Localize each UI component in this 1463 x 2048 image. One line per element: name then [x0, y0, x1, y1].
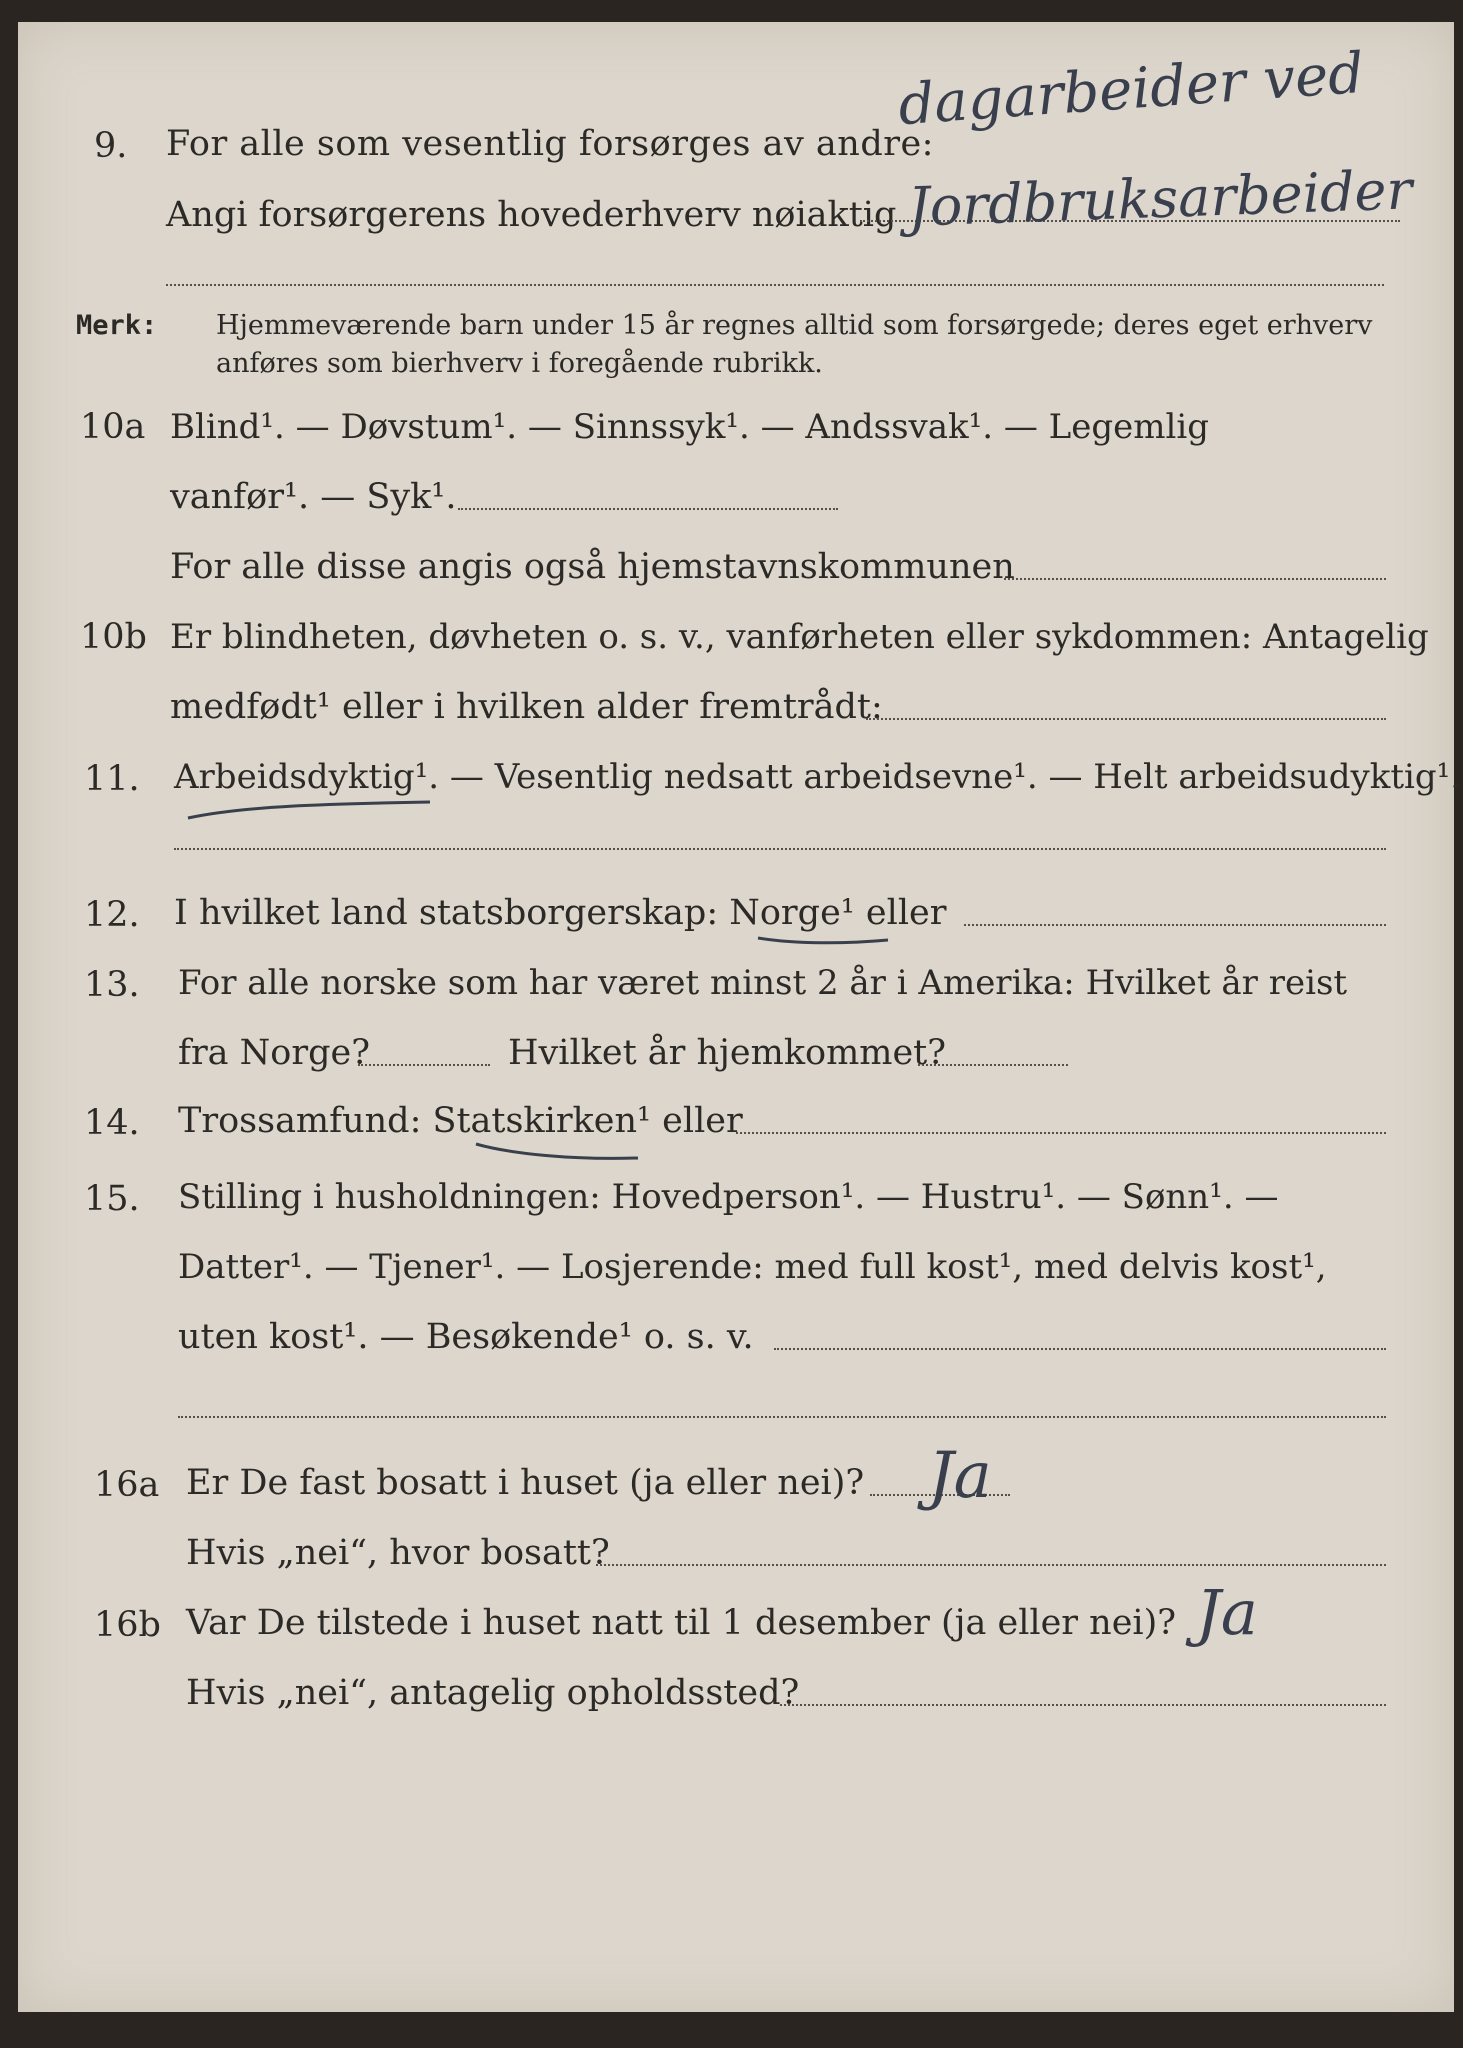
q15-line3: uten kost¹. — Besøkende¹ o. s. v. — [178, 1317, 754, 1357]
census-form-page — [18, 22, 1462, 2012]
q16b-number: 16b — [94, 1605, 161, 1645]
q13-number: 13. — [84, 965, 140, 1005]
q10a-line2: vanfør¹. — Syk¹. — [170, 477, 457, 517]
merk-line1: Hjemmeværende barn under 15 år regnes alltid som forsørgede; deres eget erhverv — [216, 310, 1373, 341]
q16a-number: 16a — [94, 1465, 160, 1505]
q12-number: 12. — [84, 895, 140, 935]
q10a-blank-1 — [458, 508, 838, 510]
q16b-handwritten-answer: Ja — [1196, 1576, 1258, 1649]
q16b-blank — [780, 1704, 1386, 1706]
q11-handwritten-underline — [184, 792, 434, 832]
q15-number: 15. — [84, 1179, 140, 1219]
q10b-number: 10b — [80, 617, 147, 657]
q16b-line2: Hvis „nei“, antagelig opholdssted? — [186, 1673, 800, 1713]
q11-line1: Arbeidsdyktig¹. — Vesentlig nedsatt arbeidsevne¹. — Helt arbeidsudyktig¹. — [174, 757, 1462, 797]
q13-line1: For alle norske som har været minst 2 år i Amerika: Hvilket år reist — [178, 963, 1348, 1003]
q10a-number: 10a — [80, 407, 146, 447]
q10a-line1: Blind¹. — Døvstum¹. — Sinnssyk¹. — Andssvak¹. — Legemlig — [170, 407, 1209, 447]
q11-number: 11. — [84, 759, 140, 799]
q10a-line3: For alle disse angis også hjemstavnskommunen — [170, 547, 1015, 587]
q13-blank-2 — [918, 1064, 1068, 1066]
q12-handwritten-underline — [754, 926, 894, 956]
q14-number: 14. — [84, 1103, 140, 1143]
q16a-blank-2 — [596, 1564, 1386, 1566]
merk-label: Merk: — [76, 310, 158, 341]
q16a-line1: Er De fast bosatt i huset (ja eller nei)? — [186, 1463, 865, 1503]
q15-line2: Datter¹. — Tjener¹. — Losjerende: med full kost¹, med delvis kost¹, — [178, 1247, 1327, 1287]
q10b-blank — [866, 718, 1386, 720]
q9-line1: For alle som vesentlig forsørges av andre: — [166, 124, 934, 164]
q15-blank-2 — [178, 1416, 1386, 1418]
q14-handwritten-underline — [472, 1134, 642, 1170]
q9-number: 9. — [94, 126, 128, 166]
q13-blank-1 — [358, 1064, 490, 1066]
q14-blank — [736, 1132, 1386, 1134]
q9-blank-line — [166, 284, 1384, 286]
q12-blank — [964, 924, 1386, 926]
q13-line2b: Hvilket år hjemkommet? — [508, 1033, 947, 1073]
q12-line1: I hvilket land statsborgerskap: Norge¹ eller — [174, 893, 947, 933]
merk-line2: anføres som bierhverv i foregående rubrikk. — [216, 348, 823, 379]
q16a-line2: Hvis „nei“, hvor bosatt? — [186, 1533, 610, 1573]
q15-line1: Stilling i husholdningen: Hovedperson¹. — Hustru¹. — Sønn¹. — — [178, 1177, 1279, 1217]
q15-blank-1 — [774, 1348, 1386, 1350]
q9-handwritten-answer-1: dagarbeider ved — [896, 40, 1366, 139]
q16b-line1: Var De tilstede i huset natt til 1 desember (ja eller nei)? — [186, 1603, 1177, 1643]
q9-line2: Angi forsørgerens hovederhverv nøiaktig — [166, 195, 897, 235]
q11-blank — [174, 848, 1386, 850]
q14-line1: Trossamfund: Statskirken¹ eller — [178, 1101, 743, 1141]
q10a-blank-2 — [1004, 578, 1386, 580]
q10b-line2: medfødt¹ eller i hvilken alder fremtrådt: — [170, 687, 883, 727]
q13-line2a: fra Norge? — [178, 1033, 370, 1073]
q9-handwritten-answer-2: Jordbruksarbeider — [907, 158, 1414, 239]
q16a-handwritten-answer: Ja — [928, 1439, 992, 1513]
q10b-line1: Er blindheten, døvheten o. s. v., vanførheten eller sykdommen: Antagelig — [170, 617, 1429, 657]
